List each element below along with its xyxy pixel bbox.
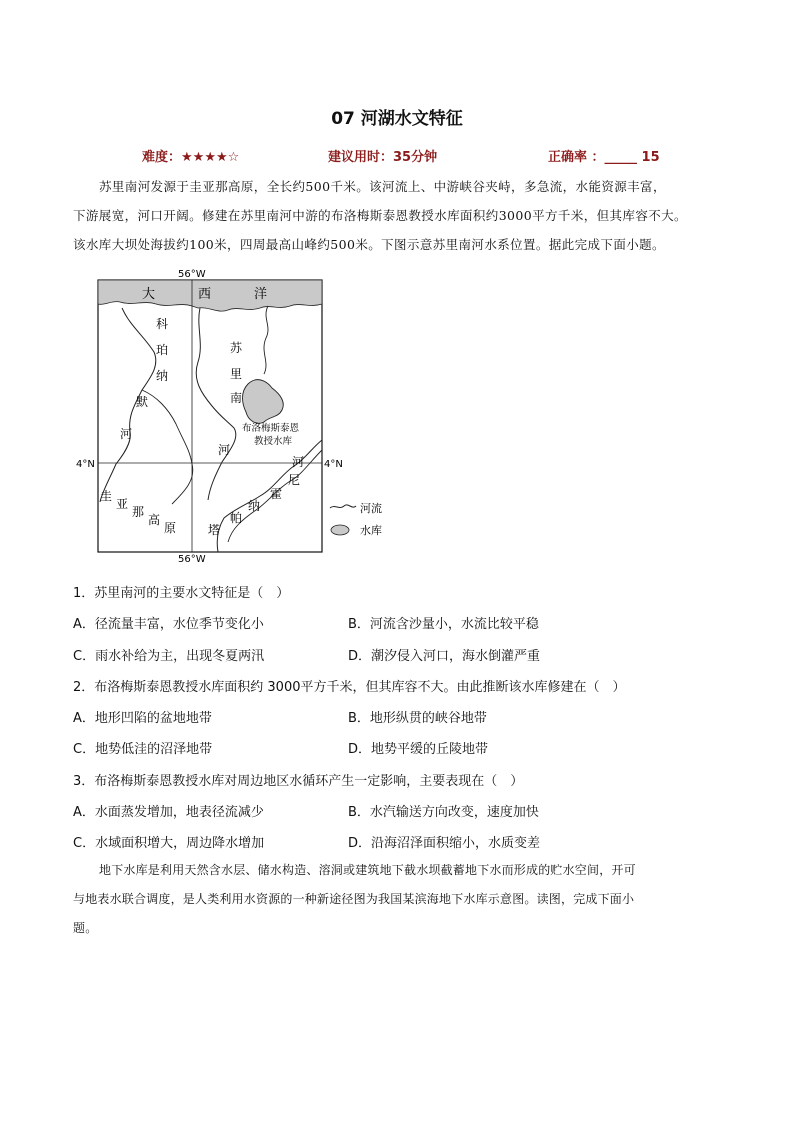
q2-option-d[interactable]: D．地势平缓的丘陵地带: [348, 742, 489, 757]
difficulty-info: [142, 146, 239, 165]
lat-left-label: 4°N: [76, 459, 95, 470]
ocean-char: 西: [198, 287, 212, 302]
accuracy-label: 正确率 ：: [548, 150, 605, 165]
question-3: 3．布洛梅斯泰恩教授水库对周边地区水循环产生一定影响，主要表现在（ ）: [73, 774, 524, 789]
passage-line: 与地表水联合调度，是人类利用水资源的一种新途径图为我国某滨海地下水库示意图。读图，完成下面小: [73, 892, 635, 906]
reservoir-label-line1: 布洛梅斯泰恩: [242, 423, 300, 434]
suriname-river-map: [72, 266, 392, 566]
guiana-char: 原: [164, 521, 177, 535]
coppename-char: 默: [136, 395, 149, 409]
suriname-upper-river: [264, 306, 268, 374]
difficulty-label: 难度：: [142, 150, 182, 165]
accuracy-value: _____ 15: [604, 150, 660, 165]
suriname-char: 南: [230, 391, 243, 405]
difficulty-stars: ★★★★☆: [181, 150, 240, 165]
tapanahony-char: 霍: [270, 487, 283, 501]
suriname-char: 苏: [230, 341, 243, 355]
legend-river-icon: [330, 505, 356, 508]
q1-option-c[interactable]: C．雨水补给为主，出现冬夏两汛: [73, 649, 265, 664]
ocean-char: 洋: [254, 287, 268, 302]
passage-suriname: [73, 172, 733, 259]
q2-option-c[interactable]: C．地势低洼的沼泽地带: [73, 742, 213, 757]
time-label: 建议用时：: [328, 150, 394, 165]
coppename-char: 科: [156, 317, 169, 331]
suriname-char: 河: [218, 443, 231, 457]
legend-reservoir-icon: [331, 525, 349, 535]
q3-option-a[interactable]: A．水面蒸发增加，地表径流减少: [73, 805, 264, 820]
reservoir-label-line2: 教授水库: [254, 436, 293, 447]
q1-option-b[interactable]: B．河流含沙量小，水流比较平稳: [348, 617, 539, 632]
ocean-char: 大: [142, 287, 156, 302]
tapanahony-char: 河: [292, 455, 305, 469]
passage-line: 下游展宽，河口开阔。修建在苏里南河中游的布洛梅斯泰恩教授水库面积约3000平方千米，但其库容不大。: [73, 208, 687, 223]
passage-line: 苏里南河发源于圭亚那高原，全长约500千米。该河流上、中游峡谷夹峙，多急流，水能资源丰富，: [99, 179, 666, 194]
legend-river-label: 河流: [360, 502, 382, 515]
tapanahony-char: 帕: [230, 511, 243, 525]
accuracy-info: [548, 146, 660, 165]
guiana-char: 圭: [100, 489, 113, 503]
reservoir-shape: [243, 380, 284, 424]
coppename-char: 河: [120, 427, 133, 441]
passage-line: 地下水库是利用天然含水层、储水构造、溶洞或建筑地下截水坝截蓄地下水而形成的贮水空间，开可: [99, 863, 636, 877]
suriname-char: 里: [230, 367, 243, 381]
q3-option-c[interactable]: C．水域面积增大，周边降水增加: [73, 836, 265, 851]
guiana-char: 那: [132, 505, 145, 519]
passage-underground-reservoir: [73, 856, 733, 943]
coppename-char: 珀: [156, 343, 169, 357]
time-info: [328, 146, 437, 165]
q3-option-d[interactable]: D．沿海沼泽面积缩小，水质变差: [348, 836, 541, 851]
coppename-tributary: [142, 390, 193, 504]
q2-option-b[interactable]: B．地形纵贯的峡谷地带: [348, 711, 487, 726]
question-2: 2．布洛梅斯泰恩教授水库面积约 3000平方千米，但其库容不大。由此推断该水库修建在（ ）: [73, 680, 626, 695]
question-1: 1．苏里南河的主要水文特征是（ ）: [73, 586, 290, 601]
page-title: 07 河湖水文特征: [331, 109, 463, 129]
guiana-char: 高: [148, 513, 161, 527]
time-value: 35分钟: [393, 150, 438, 165]
q2-option-a[interactable]: A．地形凹陷的盆地地带: [73, 711, 212, 726]
tapanahony-char: 塔: [208, 523, 221, 537]
guiana-char: 亚: [116, 497, 129, 511]
passage-line: 题。: [73, 921, 98, 935]
passage-line: 该水库大坝处海拔约100米，四周最高山峰约500米。下图示意苏里南河水系位置。据此完成下面小题。: [73, 237, 665, 252]
legend-reservoir-label: 水库: [360, 524, 382, 537]
tapanahony-char: 尼: [288, 473, 301, 487]
q1-option-d[interactable]: D．潮汐侵入河口，海水倒灌严重: [348, 649, 541, 664]
coppename-char: 纳: [156, 369, 169, 383]
tapanahony-char: 纳: [248, 499, 261, 513]
lon-bottom-label: 56°W: [178, 554, 206, 565]
q1-option-a[interactable]: A．径流量丰富，水位季节变化小: [73, 617, 264, 632]
q3-option-b[interactable]: B．水汽输送方向改变，速度加快: [348, 805, 539, 820]
lon-top-label: 56°W: [178, 269, 206, 280]
lat-right-label: 4°N: [324, 459, 343, 470]
